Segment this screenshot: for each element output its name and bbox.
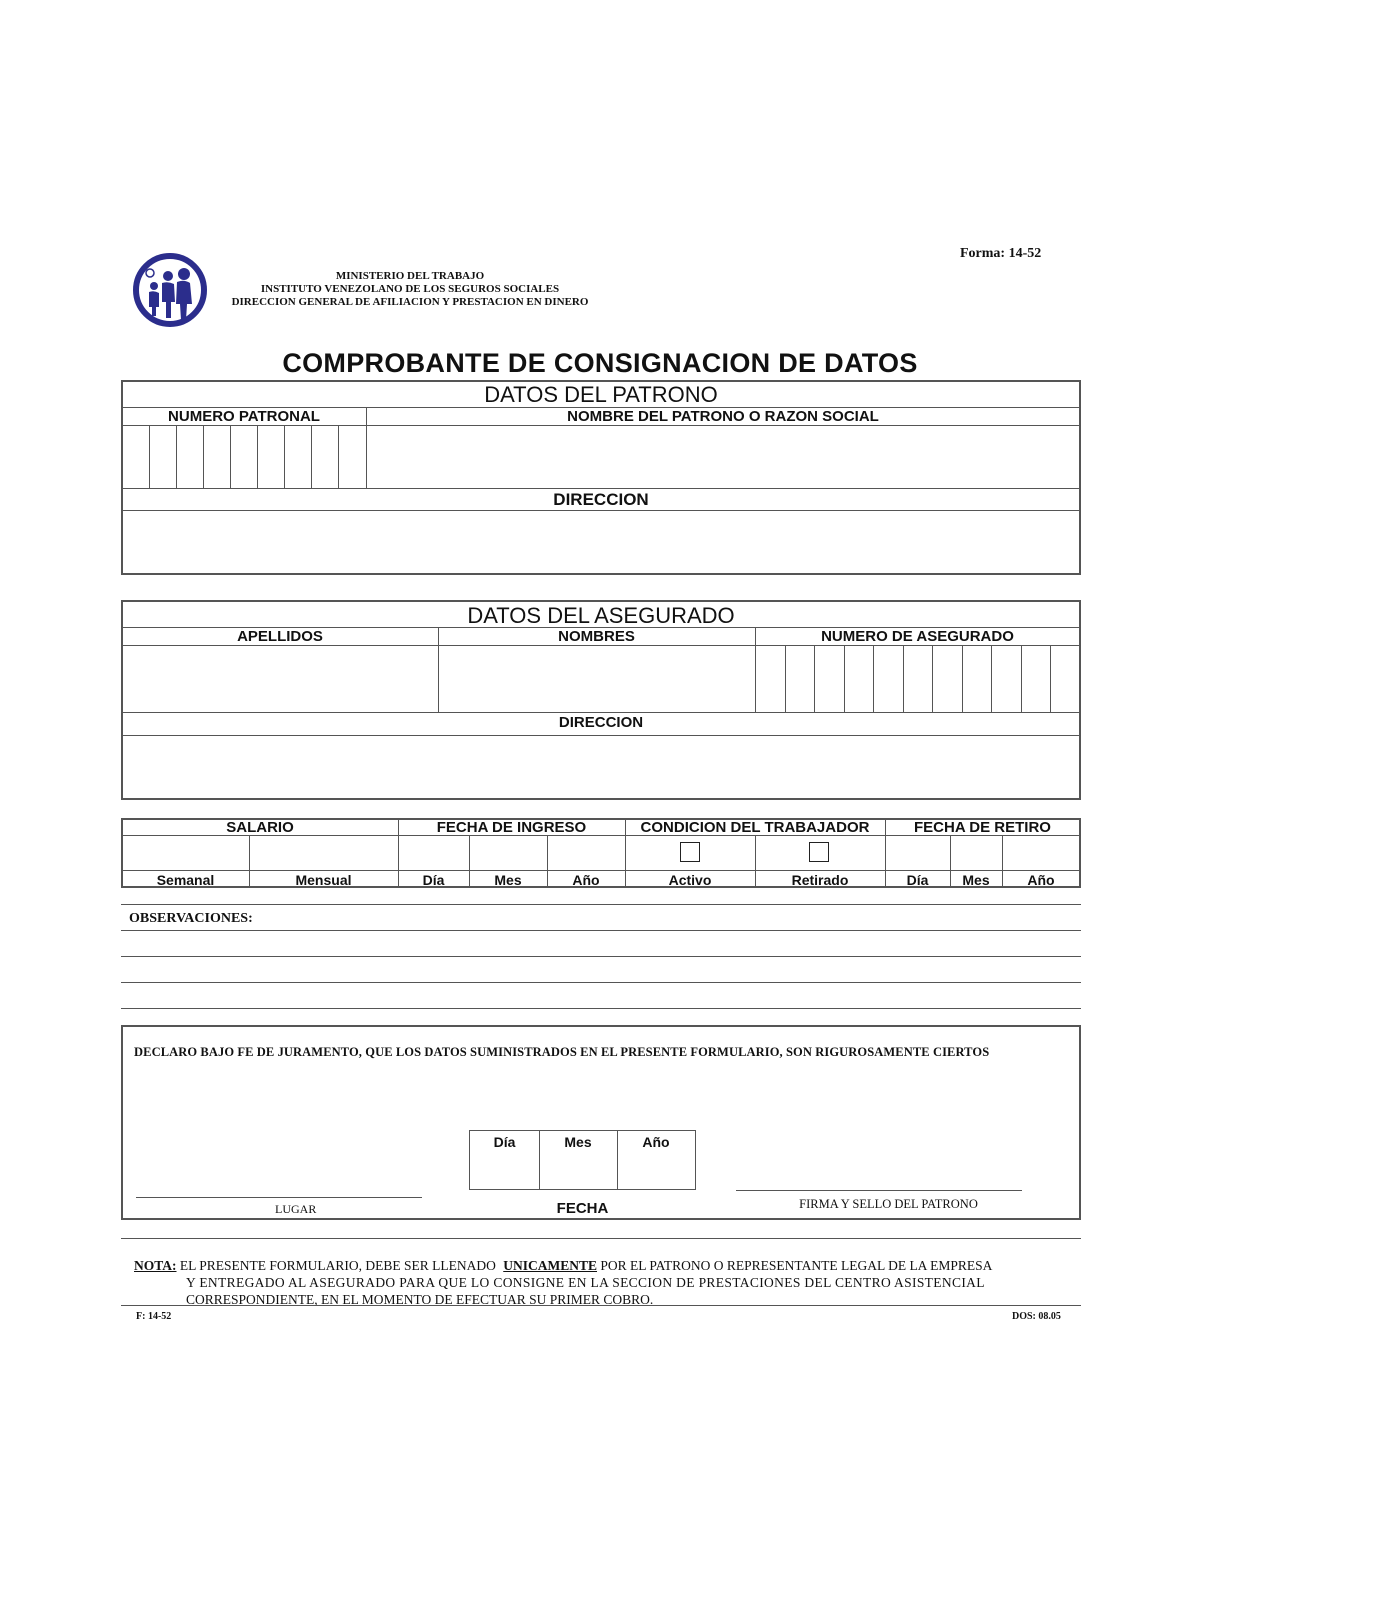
nombre-patrono-input[interactable] <box>367 426 1079 488</box>
fecha-mes-label: Mes <box>564 1134 592 1150</box>
ingreso-anio-label: Año <box>572 872 600 888</box>
retiro-anio-input[interactable] <box>1004 837 1079 869</box>
footer-form-code: F: 14-52 <box>136 1311 172 1322</box>
ingreso-mes-input[interactable] <box>471 837 546 869</box>
observaciones-label: OBSERVACIONES: <box>129 911 253 926</box>
activo-checkbox[interactable] <box>680 842 700 862</box>
numero-asegurado-input[interactable] <box>756 645 1080 712</box>
fecha-retiro-label: FECHA DE RETIRO <box>914 819 1051 836</box>
asegurado-title: DATOS DEL ASEGURADO <box>467 603 735 628</box>
lugar-label: LUGAR <box>275 1202 317 1216</box>
document-title: COMPROBANTE DE CONSIGNACION DE DATOS <box>282 348 918 378</box>
nota-emphasis: UNICAMENTE <box>503 1258 598 1273</box>
fecha-dia-label: Día <box>493 1134 516 1150</box>
fecha-dia-input[interactable] <box>471 1152 538 1188</box>
retiro-anio-label: Año <box>1027 872 1055 888</box>
ministry-name: MINISTERIO DEL TRABAJO <box>335 270 485 282</box>
salario-mensual-input[interactable] <box>251 837 397 869</box>
patrono-direccion-input[interactable] <box>123 512 1079 573</box>
nota-line-2: Y ENTREGADO AL ASEGURADO PARA QUE LO CONSIGNE EN LA SECCION DE PRESTACIONES DEL CENTRO ASISTENCIAL <box>186 1275 985 1290</box>
retirado-checkbox[interactable] <box>809 842 829 862</box>
fecha-label: FECHA <box>556 1200 609 1217</box>
institution-logo <box>132 252 208 328</box>
observaciones-input[interactable] <box>270 906 1080 1008</box>
numero-asegurado-label: NUMERO DE ASEGURADO <box>821 628 1014 645</box>
numero-patronal-input[interactable] <box>122 425 366 488</box>
patrono-direccion-label: DIRECCION <box>553 490 649 509</box>
asegurado-direccion-label: DIRECCION <box>558 714 644 731</box>
nombres-label: NOMBRES <box>558 628 635 645</box>
fecha-anio-label: Año <box>642 1134 670 1150</box>
fecha-anio-input[interactable] <box>619 1152 694 1188</box>
semanal-label: Semanal <box>156 872 215 888</box>
nota-text-a: EL PRESENTE FORMULARIO, DEBE SER LLENADO <box>179 1258 496 1273</box>
institute-name: INSTITUTO VENEZOLANO DE LOS SEGUROS SOCIALES <box>260 283 560 295</box>
ingreso-dia-label: Día <box>422 872 445 888</box>
asegurado-direccion-input[interactable] <box>123 737 1079 798</box>
footer-version: DOS: 08.05 <box>1012 1311 1061 1322</box>
nombre-patrono-label: NOMBRE DEL PATRONO O RAZON SOCIAL <box>567 408 879 425</box>
nombres-input[interactable] <box>440 646 754 711</box>
activo-label: Activo <box>668 872 712 888</box>
retiro-mes-input[interactable] <box>952 837 1001 869</box>
patrono-title: DATOS DEL PATRONO <box>484 382 718 407</box>
condicion-label: CONDICION DEL TRABAJADOR <box>640 819 870 836</box>
salario-label: SALARIO <box>226 819 294 836</box>
numero-patronal-label: NUMERO PATRONAL <box>168 408 320 425</box>
firma-sello-input[interactable] <box>736 1140 1022 1188</box>
fecha-mes-input[interactable] <box>541 1152 616 1188</box>
mensual-label: Mensual <box>295 872 352 888</box>
apellidos-input[interactable] <box>123 646 437 711</box>
retiro-mes-label: Mes <box>962 872 990 888</box>
salario-semanal-input[interactable] <box>123 837 248 869</box>
fecha-ingreso-label: FECHA DE INGRESO <box>436 819 587 836</box>
direction-name: DIRECCION GENERAL DE AFILIACION Y PRESTACION EN DINERO <box>231 296 589 308</box>
nota-label: NOTA: <box>134 1258 177 1273</box>
retirado-label: Retirado <box>791 872 849 888</box>
ingreso-mes-label: Mes <box>494 872 522 888</box>
retiro-dia-label: Día <box>906 872 929 888</box>
ingreso-dia-input[interactable] <box>400 837 468 869</box>
declaracion-text: DECLARO BAJO FE DE JURAMENTO, QUE LOS DATOS SUMINISTRADOS EN EL PRESENTE FORMULARIO, SON RIGUROSAMENTE CIERTOS <box>134 1045 990 1059</box>
nota-text-b: POR EL PATRONO O REPRESENTANTE LEGAL DE LA EMPRESA <box>600 1258 993 1273</box>
firma-label: FIRMA Y SELLO DEL PATRONO <box>799 1197 978 1211</box>
nota-block <box>134 1257 1066 1308</box>
lugar-input[interactable] <box>136 1160 422 1196</box>
ingreso-anio-input[interactable] <box>549 837 624 869</box>
retiro-dia-input[interactable] <box>887 837 949 869</box>
apellidos-label: APELLIDOS <box>237 628 323 645</box>
nota-line-3: CORRESPONDIENTE, EN EL MOMENTO DE EFECTUAR SU PRIMER COBRO. <box>186 1292 654 1307</box>
family-icon <box>132 252 208 328</box>
form-code: Forma: 14-52 <box>960 246 1042 261</box>
